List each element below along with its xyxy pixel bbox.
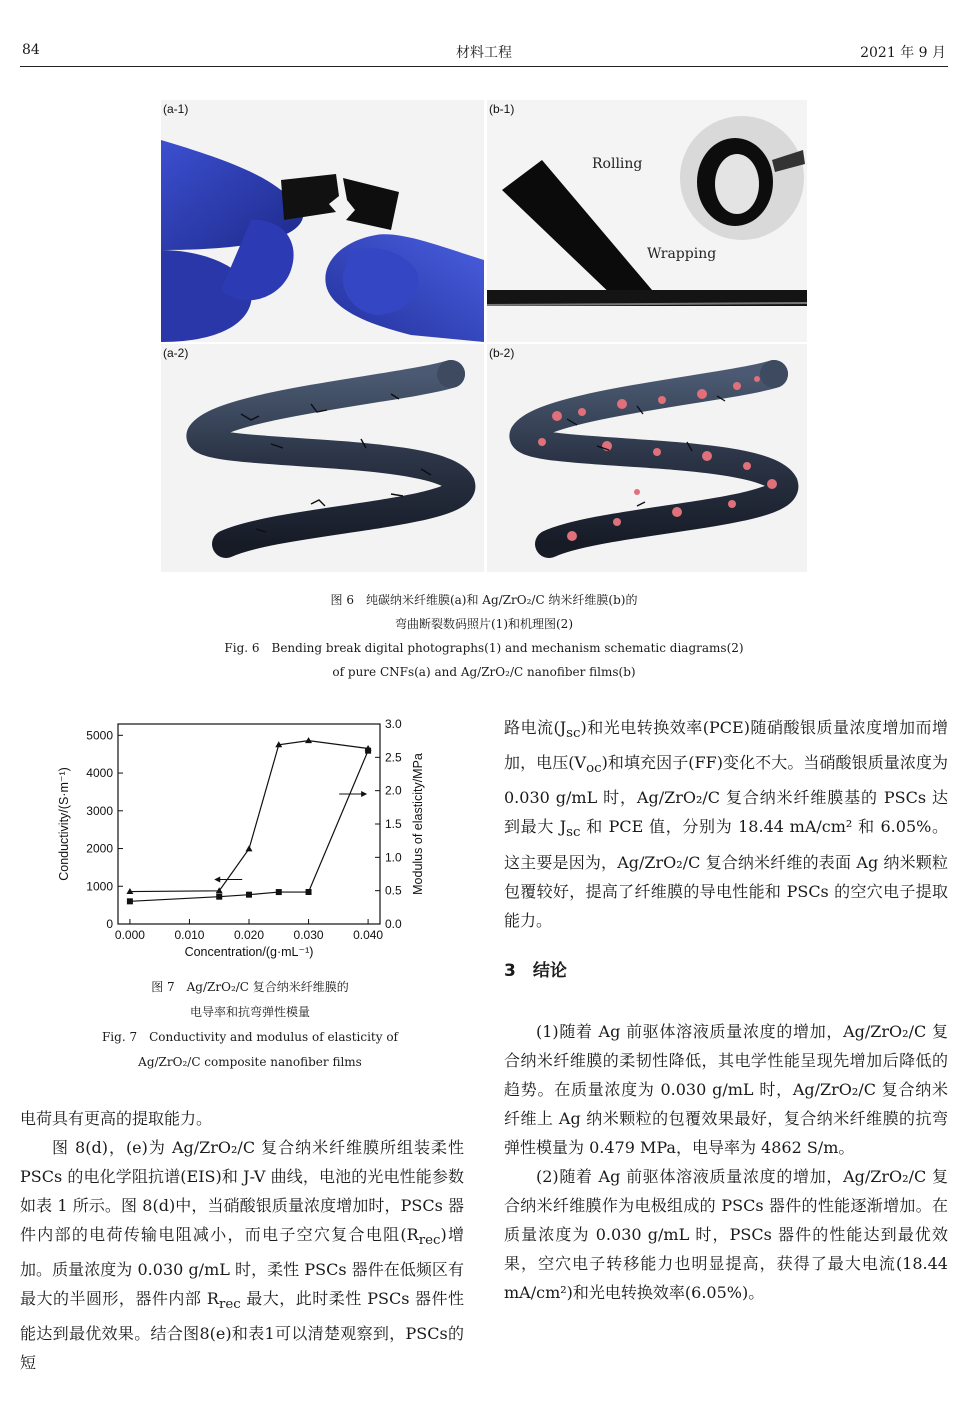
fig6-caption-cn-2: 弯曲断裂数码照片(1)和机理图(2) — [395, 617, 573, 631]
y-tick-label: 1000 — [86, 879, 113, 894]
page-number: 84 — [22, 42, 40, 58]
data-point-square — [365, 748, 371, 754]
paragraph: 电荷具有更高的提取能力。 — [20, 1109, 213, 1128]
y2-tick-label: 0.5 — [385, 883, 402, 898]
x-tick-label: 0.010 — [174, 928, 205, 942]
wrapping-label: Wrapping — [647, 246, 717, 262]
fig7-caption-en-1: Fig. 7 Conductivity and modulus of elasticity of — [101, 1030, 399, 1044]
rolling-label: Rolling — [592, 156, 643, 172]
y2-tick-label: 2.5 — [385, 750, 402, 765]
fig6-panel-a2 — [161, 344, 484, 572]
fig7-chart — [50, 714, 425, 966]
data-point-square — [216, 894, 222, 900]
ag-zro2-c-spring-schematic — [487, 344, 807, 572]
fig6-panel-b1 — [487, 100, 807, 342]
panel-label: (a-1) — [163, 102, 189, 116]
y-tick-label: 0 — [106, 917, 113, 931]
data-point-triangle — [246, 845, 253, 851]
left-column-text — [20, 1104, 464, 1377]
journal-title: 材料工程 — [456, 45, 512, 61]
right-column-text — [504, 713, 948, 935]
fig6-caption-en-1: Fig. 6 Bending break digital photographs(1) and mechanism schematic diagrams(2) — [224, 641, 744, 655]
left-axis-arrowhead — [214, 876, 220, 882]
y2-tick-label: 1.0 — [385, 850, 402, 865]
y-tick-label: 3000 — [86, 803, 113, 818]
gloved-hands-photo — [161, 100, 484, 342]
conductivity-modulus-chart — [50, 714, 425, 966]
panel-label: (a-2) — [163, 346, 189, 360]
y2-tick-label: 0.0 — [385, 917, 402, 931]
y2-axis-label: Modulus of elasticity/MPa — [411, 753, 425, 895]
panel-label: (b-2) — [489, 346, 515, 360]
x-tick-label: 0.020 — [233, 928, 265, 942]
data-point-triangle — [305, 737, 312, 743]
data-point-square — [306, 889, 312, 895]
paragraph: 图 8(d)，(e)为 Ag/ZrO₂/C 复合纳米纤维膜所组装柔性 PSCs 的电化学阻抗谱(EIS)和 J-V 曲线，电池的光电性能参数如表 1 所示。图 8(d)中，当硝酸银质量浓度增加时，PSCs 器件内部的电荷传输电阻减小，而电子空穴复合电阻$(R_{rec})$增加。质量浓度为 0.030 g/mL 时，柔性 PSCs 器件在低频区有最大的半圆形，器件内部 $R_{rec}$ 最大，此时柔性 PSCs 器件性能达到最优效果。结合图8(e)和表1可以清楚观察到，PSCs的短 — [20, 1138, 464, 1373]
x-tick-label: 0.030 — [293, 928, 324, 942]
fig6-panel-b2 — [487, 344, 807, 572]
y-tick-label: 2000 — [86, 841, 113, 856]
x-tick-label: 0.040 — [353, 928, 384, 942]
data-point-square — [127, 898, 133, 904]
x-axis-label: Concentration/(g·mL⁻¹) — [184, 945, 314, 959]
fig6-caption-en-2: of pure CNFs(a) and Ag/ZrO₂/C nanofiber films(b) — [332, 665, 636, 679]
fig6-panel-a1 — [161, 100, 484, 342]
fig6-caption-cn-1: 图 6 纯碳纳米纤维膜(a)和 Ag/ZrO₂/C 纳米纤维膜(b)的 — [330, 593, 638, 607]
conclusions-text — [504, 1017, 948, 1307]
fig7-caption-cn-2: 电导率和抗弯弹性模量 — [189, 1005, 310, 1019]
y2-tick-label: 3.0 — [385, 717, 402, 731]
right-axis-arrowhead — [361, 791, 367, 797]
series-line-2 — [130, 751, 368, 902]
running-header — [20, 38, 948, 67]
series-line-1 — [130, 741, 368, 892]
y2-tick-label: 2.0 — [385, 783, 402, 798]
section-heading: 3 结论 — [504, 961, 567, 981]
paragraph: (2)随着 Ag 前驱体溶液质量浓度的增加，Ag/ZrO₂/C 复合纳米纤维膜作为电极组成的 PSCs 器件的性能逐渐增加。在质量浓度为 0.030 g/mL 时，PSCs 器件的性能达到最优效果，空穴电子转移能力也明显提高，获得了最大电流(18.44 mA/cm²)和光电转换效率(6.05%)。 — [504, 1167, 948, 1302]
rolling-wrapping-photo — [487, 100, 807, 342]
panel-label: (b-1) — [489, 102, 515, 116]
data-point-square — [276, 889, 282, 895]
y2-tick-label: 1.5 — [385, 817, 402, 831]
data-point-square — [246, 892, 252, 898]
fig7-caption-cn-1: 图 7 Ag/ZrO₂/C 复合纳米纤维膜的 — [151, 980, 349, 994]
paragraph: (1)随着 Ag 前驱体溶液质量浓度的增加，Ag/ZrO₂/C 复合纳米纤维膜的柔韧性降低，其电学性能呈现先增加后降低的趋势。在质量浓度为 0.030 g/mL 时，Ag/ZrO₂/C 复合纳米纤维上 Ag 纳米颗粒的包覆效果最好，复合纳米纤维膜的抗弯弹性模量为 0.479 MPa，电导率为 4862 S/m。 — [504, 1022, 948, 1157]
x-tick-label: 0.000 — [114, 928, 145, 942]
issue-date: 2021 年 9 月 — [860, 45, 946, 61]
fig7-caption-en-2: Ag/ZrO₂/C composite nanofiber films — [138, 1055, 362, 1069]
paragraph: 路电流$(J_{sc})$和光电转换效率(PCE)随硝酸银质量浓度增加而增加，电压$(V_{oc})$和填充因子(FF)变化不大。当硝酸银质量浓度为 0.030 g/mL 时，Ag/ZrO₂/C 复合纳米纤维膜基的 PSCs 达到最大 $J_{sc}$ 和 PCE 值，分别为 18.44 mA/cm² 和 6.05%。这主要是因为，Ag/ZrO₂/C 复合纳米纤维的表面 Ag 纳米颗粒包覆较好，提高了纤维膜的导电性能和 PSCs 的空穴电子提取能力。 — [504, 718, 948, 930]
y-tick-label: 5000 — [86, 728, 113, 743]
cnf-spring-schematic — [161, 344, 484, 572]
y-tick-label: 4000 — [86, 766, 113, 781]
y-axis-label: Conductivity/(S·m⁻¹) — [57, 767, 71, 881]
